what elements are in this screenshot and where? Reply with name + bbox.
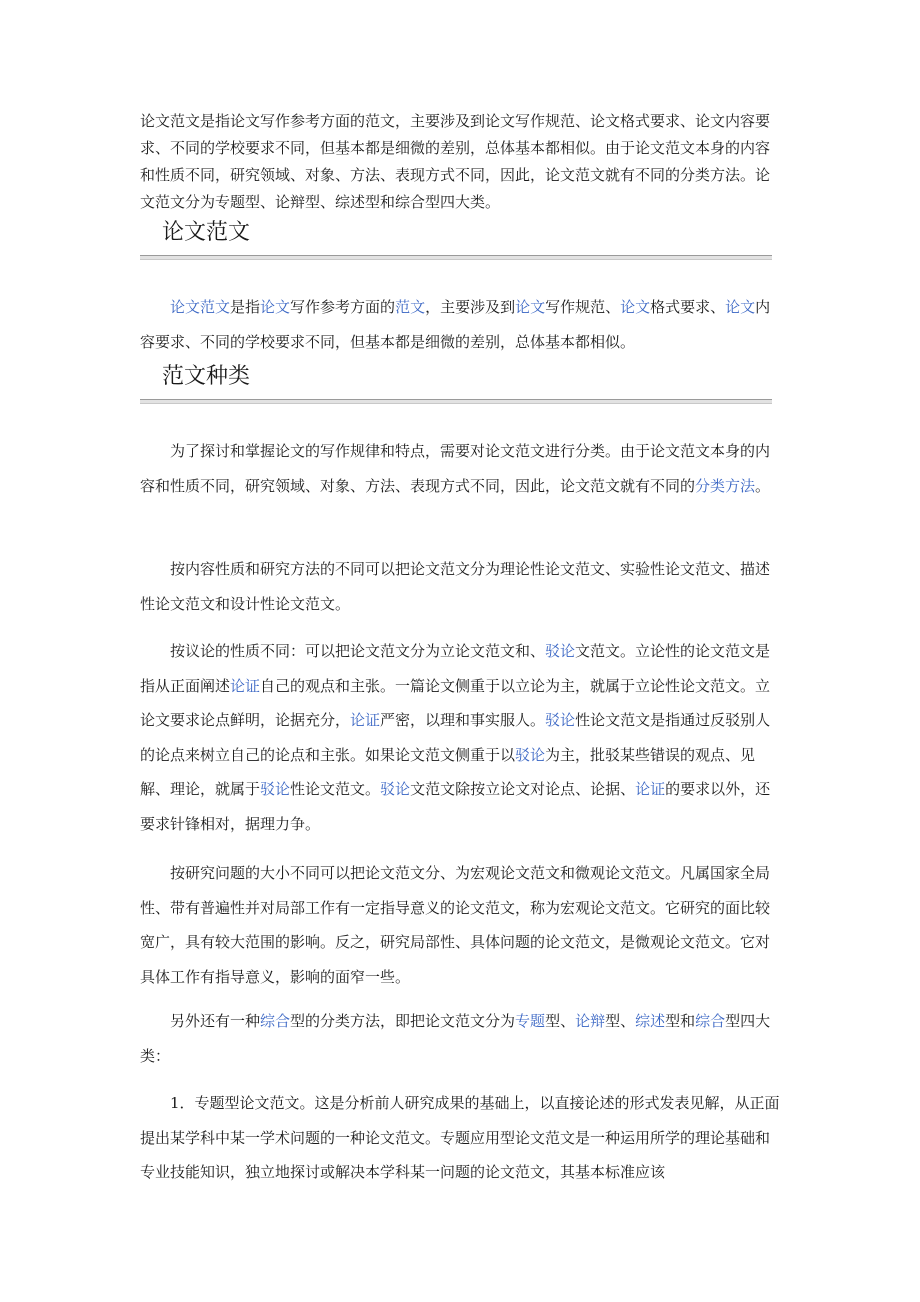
section-divider bbox=[140, 255, 772, 260]
section2-paragraph-5 bbox=[140, 1004, 780, 1073]
text-run: 写作参考方面的 bbox=[290, 298, 396, 316]
link-bolun[interactable]: 驳论 bbox=[545, 711, 576, 729]
link-lunwen[interactable]: 论文 bbox=[620, 298, 651, 316]
intro-paragraph: 论文范文是指论文写作参考方面的范文，主要涉及到论文写作规范、论文格式要求、论文内容要求、不同的学校要求不同，但基本都是细微的差别，总体基本都相似。由于论文范文本身的内容和性质不同，研究领域、对象、方法、表现方式不同，因此，论文范文就有不同的分类方法。论文范文分为专题型、论辩型、综述型和综合型四大类。 bbox=[140, 112, 771, 211]
text-run: 内容要求、不同的学校要求不同，但基本都是细微的差别，总体基本都相似。 bbox=[140, 298, 771, 351]
section2-paragraph-3 bbox=[140, 634, 780, 841]
link-bolun[interactable]: 驳论 bbox=[515, 745, 546, 764]
section-heading-lunwen-fanwen: 论文范文 bbox=[162, 220, 251, 245]
link-zonghe[interactable]: 综合 bbox=[260, 1012, 291, 1030]
link-bolun[interactable]: 驳论 bbox=[260, 780, 291, 798]
section-divider bbox=[140, 399, 772, 404]
text-run: ，主要涉及到 bbox=[425, 298, 516, 316]
text-run: 型、 bbox=[605, 1012, 636, 1030]
text-run: 型、 bbox=[545, 1012, 576, 1030]
text-run: 格式要求、 bbox=[650, 298, 726, 316]
link-bolun[interactable]: 驳论 bbox=[380, 780, 411, 798]
text-run: 性论文范文。 bbox=[290, 780, 381, 798]
text-run: 另外还有一种 bbox=[170, 1012, 261, 1030]
text-run: 的要求以外，还要求针锋相对，据理力争。 bbox=[140, 780, 771, 833]
section2-paragraph-1 bbox=[140, 434, 780, 503]
link-lunwen[interactable]: 论文 bbox=[260, 298, 291, 316]
link-lunwen-fanwen[interactable]: 论文范文 bbox=[170, 298, 231, 316]
section2-paragraph-4: 按研究问题的大小不同可以把论文范文分、为宏观论文范文和微观论文范文。凡属国家全局性、带有普遍性并对局部工作有一定指导意义的论文范文，称为宏观论文范文。它研究的面比较宽广，具有较大范围的影响。反之，研究局部性、具体问题的论文范文，是微观论文范文。它对具体工作有指导意义，影响的面窄一些。 bbox=[140, 864, 771, 986]
text-run: 型的分类方法，即把论文范文分为 bbox=[290, 1012, 516, 1030]
link-bolun[interactable]: 驳论 bbox=[545, 642, 576, 660]
link-zonghe[interactable]: 综合 bbox=[695, 1012, 726, 1030]
link-zongshu[interactable]: 综述 bbox=[635, 1012, 666, 1030]
link-lunzheng[interactable]: 论证 bbox=[635, 780, 666, 798]
text-run: 型四大类： bbox=[140, 1012, 771, 1065]
text-run: 为了探讨和掌握论文的写作规律和特点，需要对论文范文进行分类。由于论文范文本身的内容和性质不同，研究领域、对象、方法、表现方式不同，因此，论文范文就有不同的 bbox=[140, 442, 771, 495]
link-lunwen[interactable]: 论文 bbox=[515, 298, 546, 316]
text-run: 。 bbox=[755, 476, 771, 495]
link-lunzheng[interactable]: 论证 bbox=[230, 676, 261, 695]
link-lunzheng[interactable]: 论证 bbox=[350, 711, 381, 729]
text-run: 为主，批驳某些错误的观点、见解、理论，就属于 bbox=[140, 745, 756, 798]
link-fanwen[interactable]: 范文 bbox=[395, 298, 426, 316]
section1-paragraph bbox=[140, 290, 780, 359]
text-run: 型和 bbox=[665, 1012, 696, 1030]
section2-paragraph-6: 1．专题型论文范文。这是分析前人研究成果的基础上，以直接论述的形式发表见解，从正面提出某学科中某一学术问题的一种论文范文。专题应用型论文范文是一种运用所学的理论基础和专业技能知识，独立地探讨或解决本学科某一问题的论文范文，其基本标准应该 bbox=[140, 1094, 780, 1181]
text-run: 是指 bbox=[230, 298, 261, 316]
section-heading-fanwen-zhonglei: 范文种类 bbox=[162, 364, 251, 389]
text-run: 严密，以理和事实服人。 bbox=[380, 711, 546, 729]
text-run: 按议论的性质不同：可以把论文范文分为立论文范文和、 bbox=[170, 642, 546, 660]
link-lunbian[interactable]: 论辩 bbox=[575, 1012, 606, 1030]
link-lunwen[interactable]: 论文 bbox=[725, 298, 756, 316]
link-fenlei-fangfa[interactable]: 分类方法 bbox=[695, 476, 756, 495]
text-run: 写作规范、 bbox=[545, 298, 621, 316]
section2-paragraph-2: 按内容性质和研究方法的不同可以把论文范文分为理论性论文范文、实验性论文范文、描述性论文范文和设计性论文范文。 bbox=[140, 560, 771, 613]
text-run: 文范文。立论性的论文范文是指从正面阐述 bbox=[140, 642, 771, 695]
text-run: 自己的观点和主张。一篇论文侧重于以立论为主，就属于立论性论文范文。立论文要求论点鲜明，论据充分， bbox=[140, 676, 771, 729]
text-run: 性论文范文是指通过反驳别人的论点来树立自己的论点和主张。如果论文范文侧重于以 bbox=[140, 711, 771, 764]
text-run: 文范文除按立论文对论点、论据、 bbox=[410, 780, 636, 798]
link-zhuanti[interactable]: 专题 bbox=[515, 1012, 546, 1030]
